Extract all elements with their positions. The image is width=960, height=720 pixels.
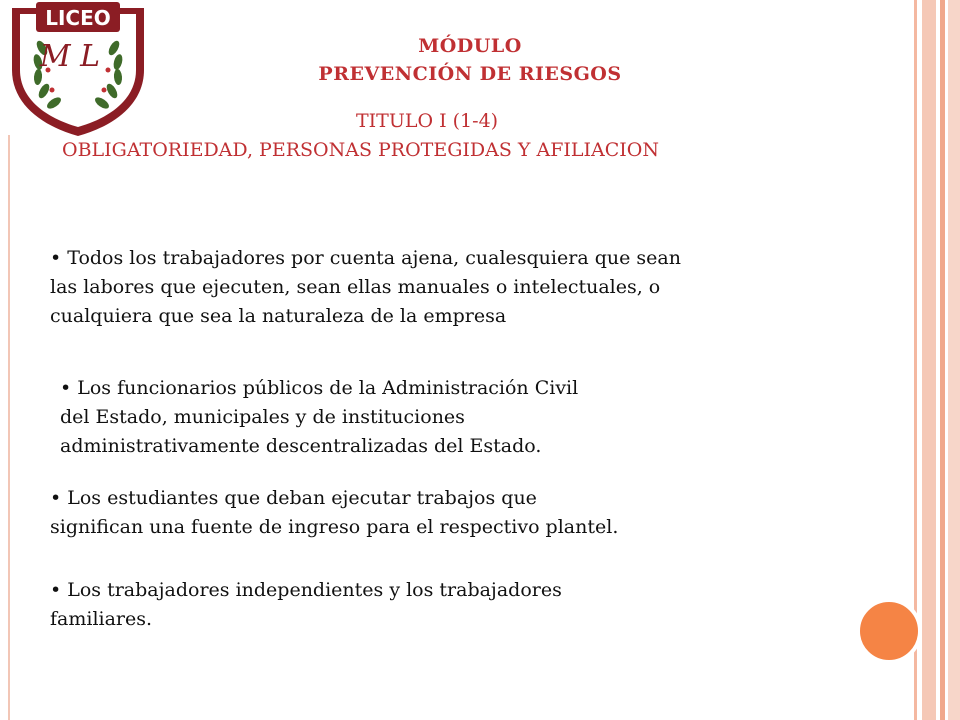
bullet-item-employees (50, 244, 790, 331)
decor-stripe (948, 0, 960, 720)
decor-stripe (922, 0, 936, 720)
bullet-line: • Todos los trabajadores por cuenta ajena, cualesquiera que sean (50, 247, 681, 269)
bullet-line: las labores que ejecuten, sean ellas manuales o intelectuales, o (50, 276, 661, 298)
page-title-line2: PREVENCIÓN DE RIESGOS (318, 63, 622, 85)
orange-circle-decoration (856, 598, 922, 664)
bullet-item-independent-workers (50, 576, 670, 634)
bullet-line: cualquiera que sea la naturaleza de la empresa (50, 305, 507, 327)
logo-monogram: M L (39, 39, 101, 74)
subtitle-line1: TITULO I (1-4) (356, 110, 499, 132)
bullet-item-students (50, 484, 750, 542)
bullet-line: • Los trabajadores independientes y los trabajadores (50, 579, 562, 601)
bullet-line: administrativamente descentralizadas del Estado. (60, 435, 542, 457)
bullet-line: • Los estudiantes que deban ejecutar trabajos que (50, 487, 537, 509)
bullet-item-public-officials (60, 374, 700, 461)
right-decoration (914, 0, 960, 720)
bullet-line: del Estado, municipales y de instituciones (60, 406, 465, 428)
liceo-logo (6, 0, 150, 138)
page-title-line1: MÓDULO (418, 35, 522, 57)
subtitle-line2: OBLIGATORIEDAD, PERSONAS PROTEGIDAS Y AFILIACION (62, 139, 659, 161)
logo-text: LICEO (45, 6, 111, 30)
decor-stripe (940, 0, 945, 720)
bullet-line: • Los funcionarios públicos de la Administración Civil (60, 377, 579, 399)
left-divider (8, 135, 10, 720)
bullet-line: significan una fuente de ingreso para el respectivo plantel. (50, 516, 619, 538)
bullet-line: familiares. (50, 608, 153, 630)
